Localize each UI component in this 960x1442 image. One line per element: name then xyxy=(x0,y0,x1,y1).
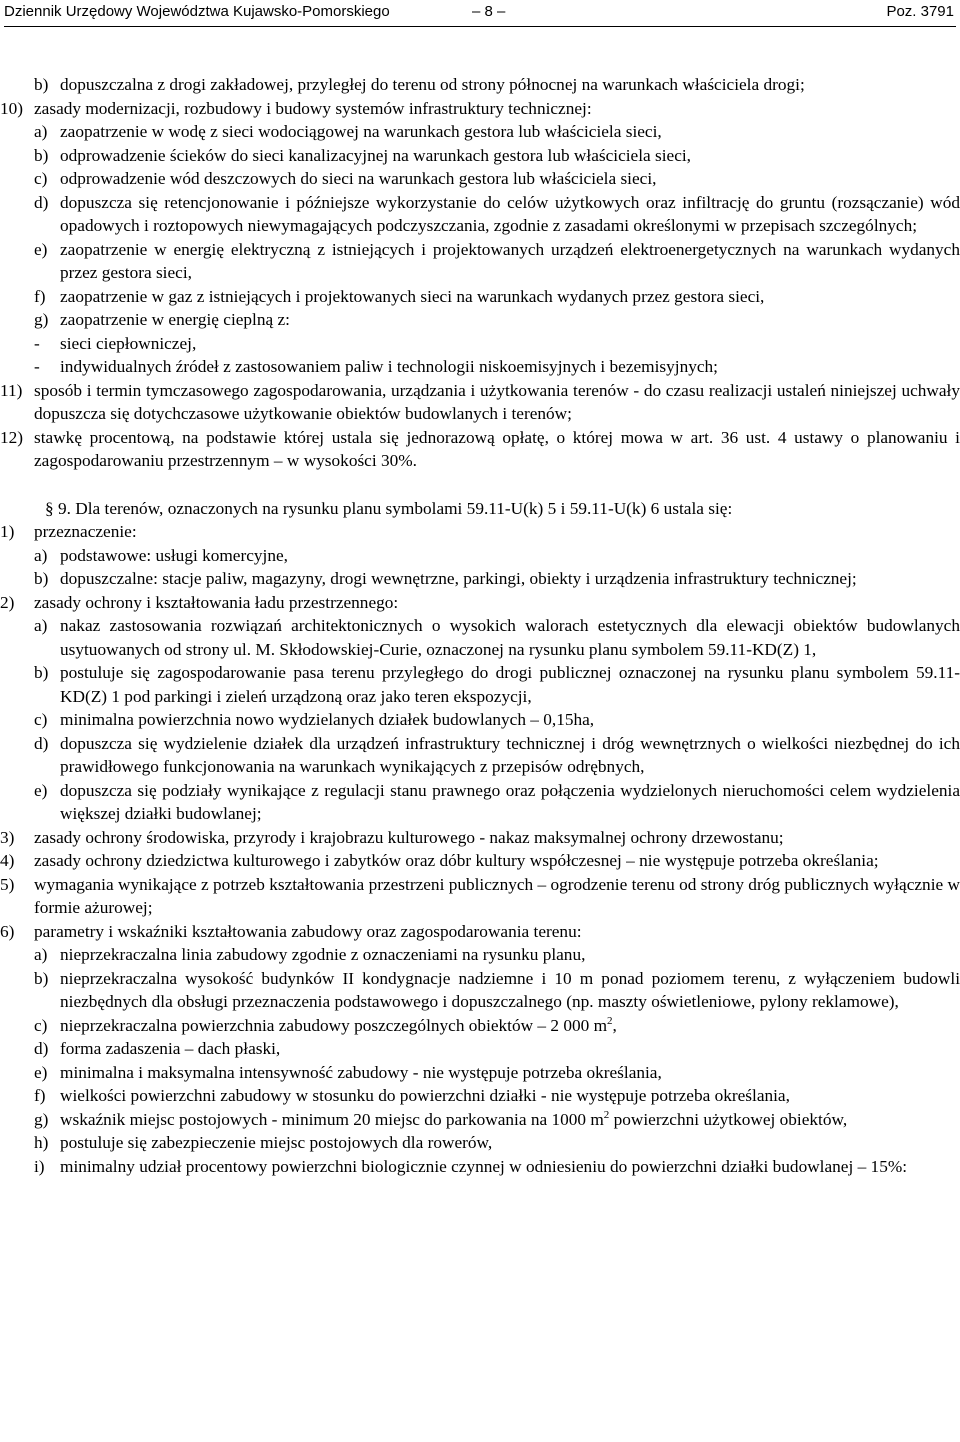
item-text: indywidualnych źródeł z zastosowaniem paliw i technologii niskoemisyjnych i bezemisyjnych; xyxy=(60,357,718,376)
list-item xyxy=(34,191,960,238)
item-letter: a) xyxy=(34,616,48,635)
list-item xyxy=(34,120,960,144)
list-item xyxy=(34,943,960,967)
item-text: sieci ciepłowniczej, xyxy=(60,333,197,353)
item-letter: e) xyxy=(34,780,48,800)
item-text: odprowadzenie wód deszczowych do sieci na warunkach gestora lub właściciela sieci, xyxy=(60,169,657,188)
item-text: zaopatrzenie w energię elektryczną z istniejących i projektowanych urządzeń elektroenergetycznych na warunkach wydanych przez gestora sieci, xyxy=(60,239,960,282)
item-letter: b) xyxy=(34,145,49,165)
item-text: dopuszcza się wydzielenie działek dla urządzeń infrastruktury technicznej i dróg wewnętrznych o wielkości niezbędnej do ich prawidłowego funkcjonowania na warunkach wynikających z przepisów odrębnych, xyxy=(60,733,960,776)
list-item xyxy=(34,1108,960,1132)
list-item xyxy=(0,826,960,850)
item-text: zaopatrzenie w wodę z sieci wodociągowej na warunkach gestora lub właściciela sieci, xyxy=(60,122,662,141)
item-letter: b) xyxy=(34,569,49,588)
item-text xyxy=(60,1108,960,1132)
list-item xyxy=(34,73,960,97)
list-item xyxy=(34,308,960,332)
item-text: dopuszczalne: stacje paliw, magazyny, drogi wewnętrzne, parkingi, obiekty i urządzenia infrastruktury technicznej; xyxy=(60,569,857,588)
item-text: postuluje się zagospodarowanie pasa terenu przyległego do drogi publicznej oznaczonej na rysunku planu symbolem 59.11-KD(Z) 1 pod parkingi i zieleń urządzoną oraz jako teren ekspozycji, xyxy=(60,663,960,706)
list-item xyxy=(34,1014,960,1038)
list-item xyxy=(0,873,960,920)
item-text: zasady modernizacji, rozbudowy i budowy systemów infrastruktury technicznej: xyxy=(34,98,592,118)
item-text: parametry i wskaźniki kształtowania zabudowy oraz zagospodarowania terenu: xyxy=(34,921,582,941)
item-text: zasady ochrony i kształtowania ładu przestrzennego: xyxy=(34,592,399,612)
list-item xyxy=(0,379,960,426)
item-number: 10) xyxy=(0,98,24,118)
item-number: 11) xyxy=(0,380,23,400)
item-letter: g) xyxy=(34,1109,49,1129)
list-item xyxy=(0,591,960,615)
item-letter: a) xyxy=(34,545,48,565)
item-text: zasady ochrony dziedzictwa kulturowego i zabytków oraz dóbr kultury współczesnej – nie występuje potrzeba określania; xyxy=(34,851,879,870)
page-number: – 8 – xyxy=(472,3,506,20)
document-body xyxy=(0,73,960,1178)
list-item xyxy=(34,1061,960,1085)
item-letter: c) xyxy=(34,710,48,729)
item-text: nakaz zastosowania rozwiązań architektonicznych o wysokich walorach estetycznych dla elewacji obiektów budowlanych usytuowanych od strony ul. M. Skłodowskiej-Curie, oznaczonej na rysunku planu symbolem 59.11-KD(Z) 1, xyxy=(60,616,960,659)
item-text-main: wskaźnik miejsc postojowych - minimum 20 miejsc do parkowania na 1000 m xyxy=(60,1109,604,1129)
item-text: minimalna powierzchnia nowo wydzielanych działek budowlanych – 0,15ha, xyxy=(60,710,595,729)
list-item xyxy=(34,1037,960,1061)
list-item xyxy=(34,285,960,309)
list-item xyxy=(34,144,960,168)
item-text: stawkę procentową, na podstawie której ustala się jednorazową opłatę, o której mowa w art. 36 ust. 4 ustawy o planowaniu i zagospodarowaniu przestrzennym – w wysokości 30%. xyxy=(34,427,960,470)
dash-marker: - xyxy=(34,357,40,376)
item-number: 5) xyxy=(0,874,15,894)
item-text: przeznaczenie: xyxy=(34,522,137,541)
item-text-after: , xyxy=(612,1015,617,1035)
superscript: 2 xyxy=(603,1108,610,1121)
item-letter: e) xyxy=(34,1062,48,1082)
item-text: forma zadaszenia – dach płaski, xyxy=(60,1039,281,1058)
item-text: dopuszcza się podziały wynikające z regulacji stanu prawnego oraz połączenia wydzielonych nieruchomości celem wydzielenia większej działki budowlanej; xyxy=(60,780,960,823)
item-text: nieprzekraczalna linia zabudowy zgodnie z oznaczeniami na rysunku planu, xyxy=(60,945,586,964)
item-number: 1) xyxy=(0,522,15,541)
list-item xyxy=(34,1084,960,1108)
item-letter: e) xyxy=(34,239,48,259)
item-text: postuluje się zabezpieczenie miejsc postojowych dla rowerów, xyxy=(60,1133,493,1152)
list-item xyxy=(34,967,960,1014)
list-item xyxy=(34,238,960,285)
item-text: podstawowe: usługi komercyjne, xyxy=(60,545,288,565)
superscript: 2 xyxy=(607,1014,613,1027)
item-text: odprowadzenie ścieków do sieci kanalizacyjnej na warunkach gestora lub właściciela sieci, xyxy=(60,145,691,165)
list-item xyxy=(0,849,960,873)
list-item xyxy=(0,920,960,944)
list-item xyxy=(34,544,960,568)
dash-item xyxy=(34,332,960,356)
item-text: dopuszcza się retencjonowanie i późniejsze wykorzystanie do celów użytkowych oraz infiltrację do gruntu (rozsączanie) wód opadowych i roztopowych niewymagających podczyszczania, zgodnie z zasadami określonymi w przepisach szczególnych; xyxy=(60,192,960,235)
list-item xyxy=(0,97,960,121)
dash-item xyxy=(34,355,960,379)
item-letter: b) xyxy=(34,663,49,682)
dash-marker: - xyxy=(34,333,40,353)
item-number: 4) xyxy=(0,851,15,870)
list-item xyxy=(34,167,960,191)
list-item xyxy=(34,1155,960,1179)
item-letter: g) xyxy=(34,310,49,329)
journal-title: Dziennik Urzędowy Województwa Kujawsko-Pomorskiego xyxy=(4,3,390,20)
item-letter: c) xyxy=(34,1015,48,1035)
item-text: sposób i termin tymczasowego zagospodarowania, urządzania i użytkowania terenów - do czasu realizacji ustaleń niniejszej uchwały dopuszcza się dotychczasowe użytkowanie obiektów budowlanych i terenów; xyxy=(34,380,960,423)
item-letter: a) xyxy=(34,945,48,964)
item-letter: d) xyxy=(34,192,49,212)
page-header xyxy=(4,0,956,27)
position-number: Poz. 3791 xyxy=(886,3,954,20)
item-text: zasady ochrony środowiska, przyrody i krajobrazu kulturowego - nakaz maksymalnej ochrony drzewostanu; xyxy=(34,827,784,847)
item-number: 3) xyxy=(0,827,15,847)
item-number: 2) xyxy=(0,592,15,612)
item-text: nieprzekraczalna wysokość budynków II kondygnacje nadziemne i 10 m ponad poziomem terenu, z wyłączeniem budowli niezbędnych dla obsługi przeznaczenia podstawowego i dopuszczalnego (np. maszty oświetleniowe, pylony reklamowe), xyxy=(60,968,960,1011)
item-number: 6) xyxy=(0,921,15,941)
list-item xyxy=(0,520,960,544)
section-heading: § 9. Dla terenów, oznaczonych na rysunku planu symbolami 59.11-U(k) 5 i 59.11-U(k) 6 ustala się: xyxy=(45,498,733,518)
item-text xyxy=(60,1014,960,1038)
item-letter: a) xyxy=(34,122,48,141)
list-item xyxy=(0,426,960,473)
item-text: zaopatrzenie w gaz z istniejących i projektowanych sieci na warunkach wydanych przez gestora sieci, xyxy=(60,286,765,306)
item-letter: f) xyxy=(34,1086,46,1105)
item-text: dopuszczalna z drogi zakładowej, przyległej do terenu od strony północnej na warunkach właściciela drogi; xyxy=(60,75,805,94)
item-text: wielkości powierzchni zabudowy w stosunku do powierzchni działki - nie występuje potrzeba określania, xyxy=(60,1086,790,1105)
list-item xyxy=(34,614,960,661)
item-letter: d) xyxy=(34,733,49,753)
list-item xyxy=(34,708,960,732)
item-text-main: nieprzekraczalna powierzchnia zabudowy poszczególnych obiektów – 2 000 m xyxy=(60,1015,608,1035)
item-letter: d) xyxy=(34,1039,49,1058)
item-text: minimalny udział procentowy powierzchni biologicznie czynnej w odniesieniu do powierzchni działki budowlanej – 15%: xyxy=(60,1156,908,1176)
item-text: wymagania wynikające z potrzeb kształtowania przestrzeni publicznych – ogrodzenie terenu od strony dróg publicznych wyłącznie w formie ażurowej; xyxy=(34,874,960,917)
item-text-after: powierzchni użytkowej obiektów, xyxy=(609,1109,848,1129)
item-letter: b) xyxy=(34,968,49,988)
list-item xyxy=(34,567,960,591)
list-item xyxy=(34,732,960,779)
item-text: minimalna i maksymalna intensywność zabudowy - nie występuje potrzeba określania, xyxy=(60,1062,662,1082)
item-letter: b) xyxy=(34,75,49,94)
item-text: zaopatrzenie w energię cieplną z: xyxy=(60,310,290,329)
list-item xyxy=(34,779,960,826)
list-item xyxy=(34,661,960,708)
item-letter: f) xyxy=(34,286,46,306)
item-letter: i) xyxy=(34,1156,45,1176)
list-item xyxy=(34,1131,960,1155)
item-letter: h) xyxy=(34,1133,49,1152)
item-number: 12) xyxy=(0,427,24,447)
item-letter: c) xyxy=(34,169,48,188)
